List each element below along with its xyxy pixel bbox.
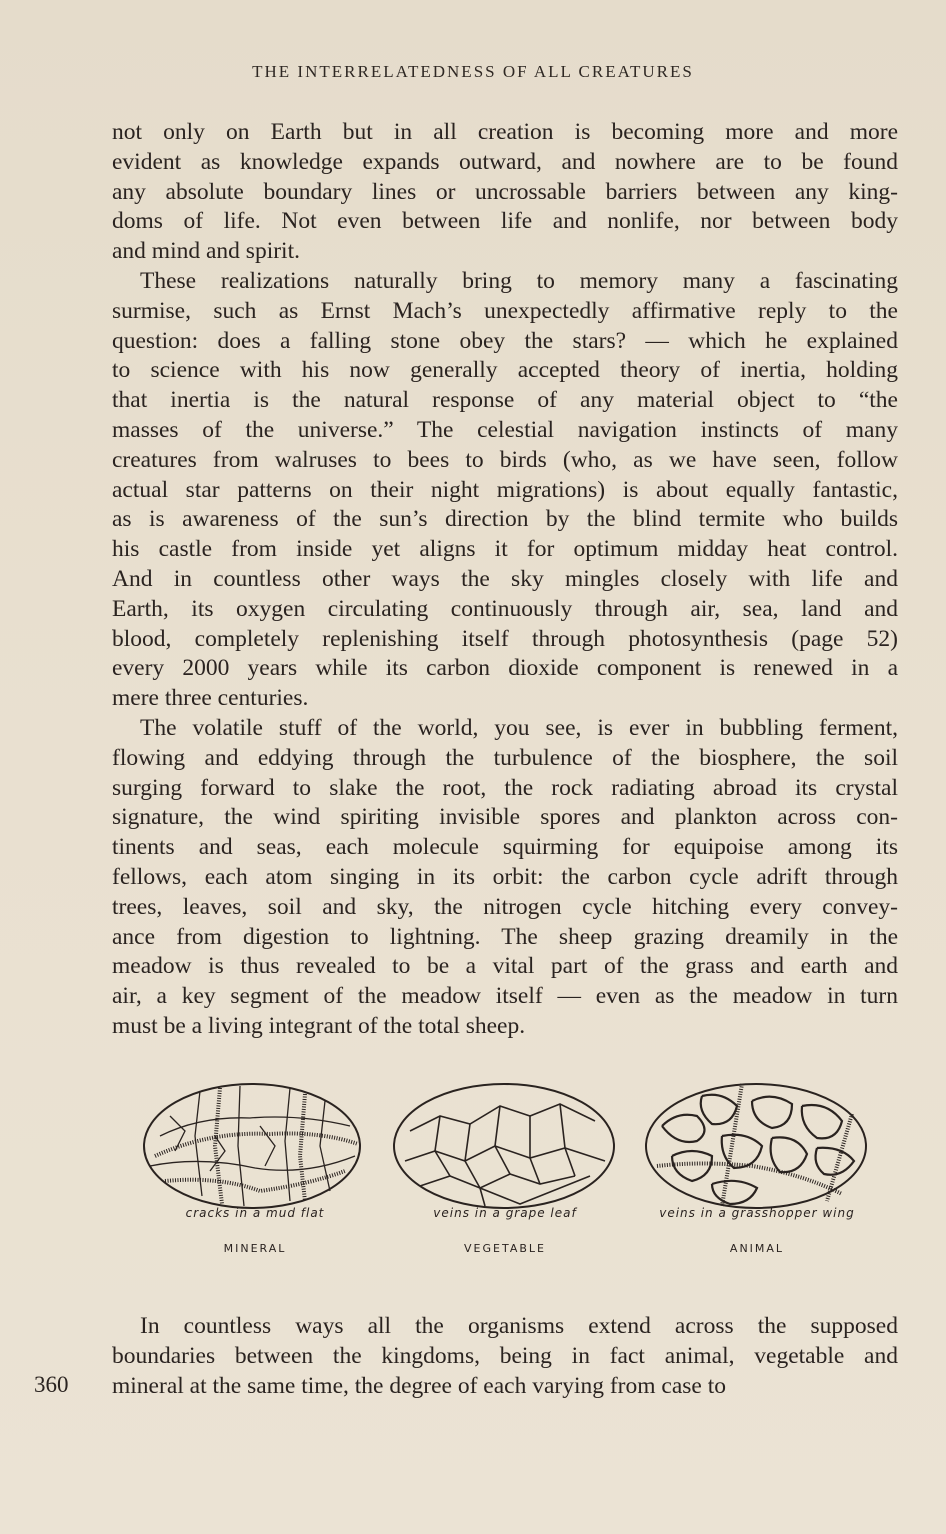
grape-leaf-veins-drawing	[390, 1076, 620, 1226]
text-line: not only on Earth but in all creation is becoming more and more	[112, 119, 898, 145]
illustration-caption: cracks in a mud flat	[185, 1206, 325, 1220]
illustration-mineral	[140, 1076, 370, 1266]
text-line: air, a key segment of the meadow itself — even as the meadow in turn	[112, 983, 898, 1010]
text-line: mineral at the same time, the degree of each varying from case to	[112, 1372, 726, 1399]
kingdom-label: ANIMAL	[729, 1242, 785, 1255]
text-line: Earth, its oxygen circulating continuously through air, sea, land and	[112, 595, 898, 622]
text-line: every 2000 years while its carbon dioxide component is renewed in a	[112, 655, 898, 682]
text-line: And in countless other ways the sky mingles closely with life and	[112, 565, 898, 592]
text-line: that inertia is the natural response of any material object to “the	[112, 387, 898, 414]
text-line: actual star patterns on their night migrations) is about equally fantastic,	[112, 476, 898, 503]
running-head: THE INTERRELATEDNESS OF ALL CREATURES	[252, 62, 694, 81]
body-text-bottom	[112, 1312, 898, 1401]
text-line: question: does a falling stone obey the stars? — which he explained	[112, 327, 898, 354]
text-line: as is awareness of the sun’s direction by the blind termite who builds	[112, 506, 898, 533]
text-line: meadow is thus revealed to be a vital part of the grass and earth and	[112, 953, 898, 980]
illustration-caption: veins in a grasshopper wing	[659, 1206, 855, 1220]
paragraph	[112, 118, 898, 267]
paragraph	[112, 714, 898, 1042]
text-line: trees, leaves, soil and sky, the nitrogen cycle hitching every convey-	[112, 893, 898, 920]
illustration-caption: veins in a grape leaf	[433, 1206, 577, 1220]
text-line: These realizations naturally bring to memory many a fascinating	[140, 267, 898, 294]
kingdom-label: MINERAL	[223, 1242, 287, 1255]
text-line: and mind and spirit.	[112, 238, 300, 265]
text-line: his castle from inside yet aligns it for optimum midday heat control.	[112, 536, 898, 563]
text-line: masses of the universe.” The celestial navigation instincts of many	[112, 416, 898, 443]
text-line: tinents and seas, each molecule squirming for equipoise among its	[112, 834, 898, 861]
text-line: surging forward to slake the root, the rock radiating abroad its crystal	[112, 774, 898, 801]
text-line: evident as knowledge expands outward, and nowhere are to be found	[112, 148, 898, 175]
text-line: boundaries between the kingdoms, being in fact animal, vegetable and	[112, 1342, 898, 1369]
text-line: creatures from walruses to bees to birds (who, as we have seen, follow	[112, 446, 898, 473]
text-line: fellows, each atom singing in its orbit: the carbon cycle adrift through	[112, 863, 898, 890]
text-line: signature, the wind spiriting invisible spores and plankton across con-	[112, 804, 898, 831]
paragraph	[112, 267, 898, 714]
text-line: blood, completely replenishing itself through photosynthesis (page 52)	[112, 625, 898, 652]
text-line: ance from digestion to lightning. The sheep grazing dreamily in the	[112, 923, 898, 950]
text-line: doms of life. Not even between life and nonlife, nor between body	[112, 208, 898, 235]
text-line: to science with his now generally accepted theory of inertia, holding	[112, 357, 898, 384]
body-text-top	[112, 118, 898, 1042]
illustration-animal	[642, 1076, 872, 1266]
paragraph	[112, 1312, 898, 1401]
text-line: mere three centuries.	[112, 685, 309, 712]
illustration-vegetable	[390, 1076, 620, 1266]
text-line: flowing and eddying through the turbulence of the biosphere, the soil	[112, 744, 898, 771]
text-line: surmise, such as Ernst Mach’s unexpectedly affirmative reply to the	[112, 297, 898, 324]
text-line: In countless ways all the organisms extend across the supposed	[140, 1313, 898, 1339]
kingdom-label: VEGETABLE	[464, 1242, 546, 1255]
page-number: 360	[34, 1372, 69, 1397]
text-line: The volatile stuff of the world, you see, is ever in bubbling ferment,	[140, 714, 898, 741]
text-line: must be a living integrant of the total sheep.	[112, 1012, 526, 1039]
grasshopper-wing-veins-drawing	[642, 1076, 872, 1226]
mud-flat-cracks-drawing	[140, 1076, 370, 1226]
text-line: any absolute boundary lines or uncrossable barriers between any king-	[112, 178, 898, 205]
